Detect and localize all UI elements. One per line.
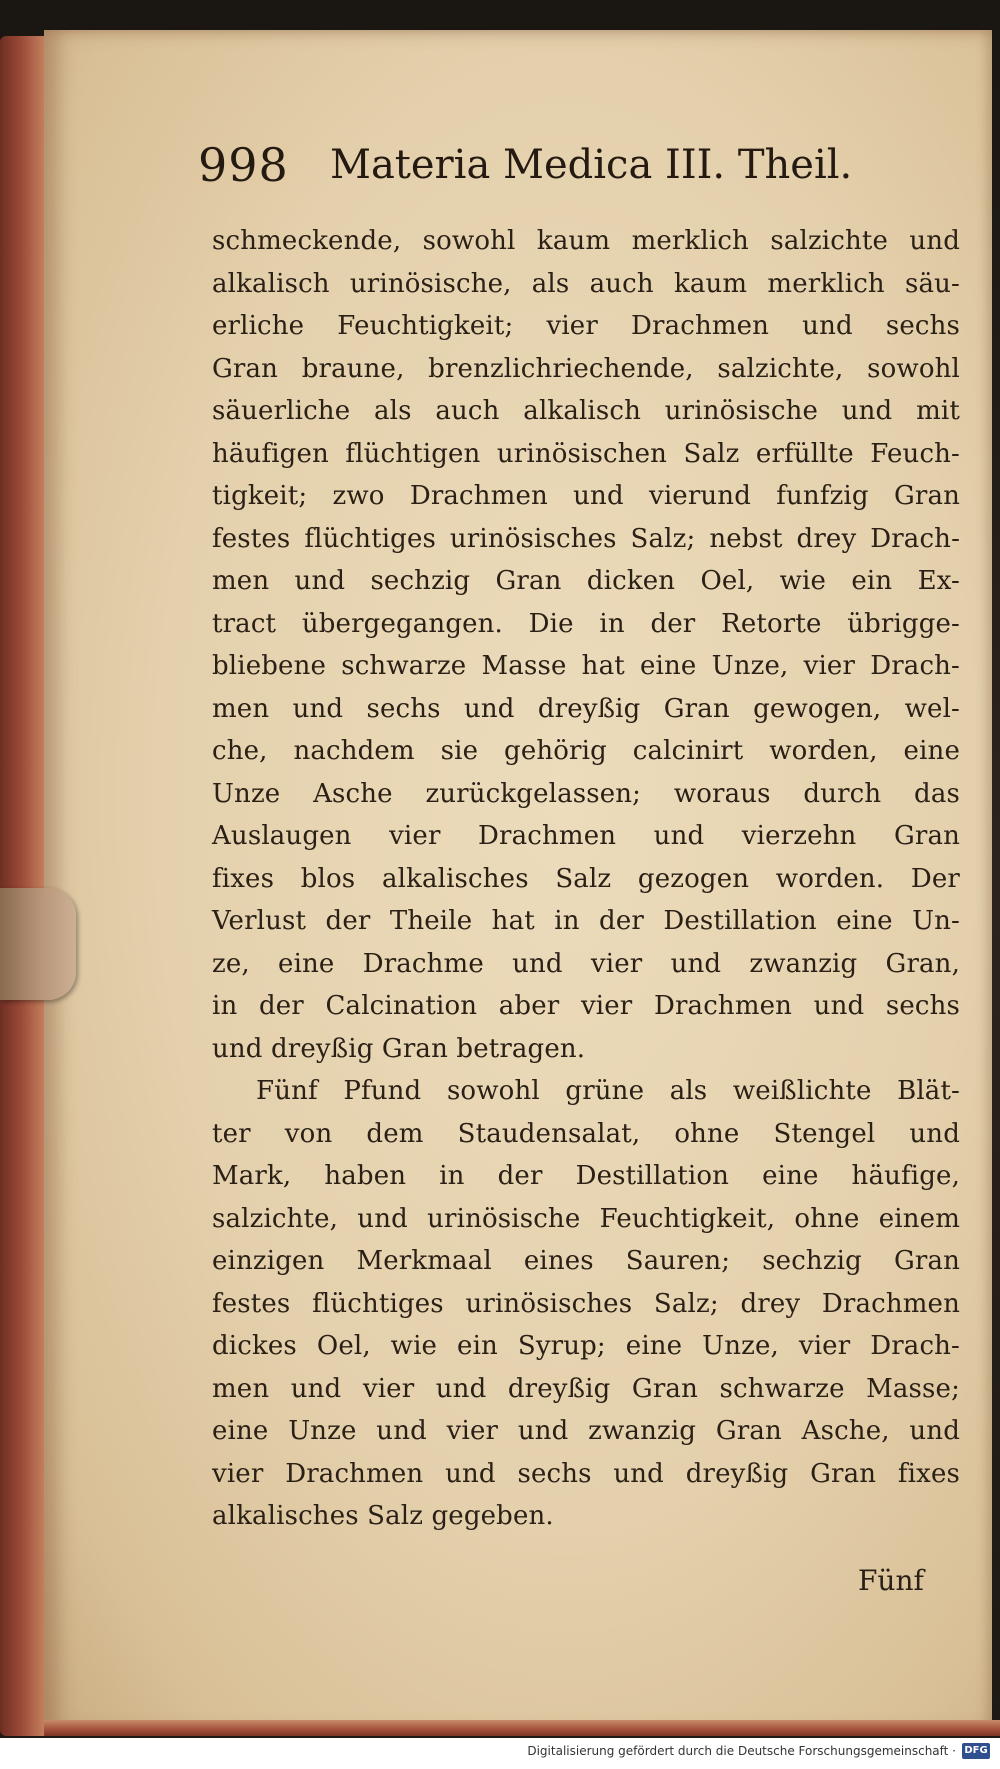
- text-line: ze, eine Drachme und vier und zwanzig Gran,: [212, 948, 960, 979]
- text-line: Gran braune, brenzlichriechende, salzichte, sowohl: [212, 353, 960, 384]
- text-line: tigkeit; zwo Drachmen und vierund funfzig Gran: [212, 481, 960, 511]
- text-line: häufigen flüchtigen urinösischen Salz erfüllte Feuch-: [212, 438, 960, 469]
- text-line: alkalisch urinösische, als auch kaum merklich säu-: [212, 268, 960, 299]
- text-line: vier Drachmen und sechs und dreyßig Gran fixes: [212, 1458, 960, 1489]
- page-bottom-edge: [44, 1720, 1000, 1736]
- text-line: fixes blos alkalisches Salz gezogen worden. Der: [212, 863, 960, 894]
- running-head: Materia Medica III. Theil.: [330, 142, 853, 188]
- text-line: bliebene schwarze Masse hat eine Unze, vier Drach-: [212, 651, 960, 681]
- text-line: men und vier und dreyßig Gran schwarze Masse;: [212, 1373, 960, 1404]
- text-line: Verlust der Theile hat in der Destillation eine Un-: [212, 906, 960, 936]
- text-line: tract übergegangen. Die in der Retorte übrigge-: [212, 608, 960, 639]
- page-header: [198, 138, 853, 208]
- paragraph-2: [212, 1070, 960, 1538]
- text-line: Fünf Pfund sowohl grüne als weißlichte Blät-: [256, 1076, 960, 1106]
- text-line: men und sechs und dreyßig Gran gewogen, wel-: [212, 693, 960, 724]
- text-line: dickes Oel, wie ein Syrup; eine Unze, vier Drach-: [212, 1331, 960, 1361]
- text-line: einzigen Merkmaal eines Sauren; sechzig Gran: [212, 1246, 960, 1276]
- text-line: ter von dem Staudensalat, ohne Stengel und: [212, 1118, 960, 1149]
- text-line: men und sechzig Gran dicken Oel, wie ein Ex-: [212, 566, 960, 596]
- text-line: erliche Feuchtigkeit; vier Drachmen und sechs: [212, 311, 960, 341]
- text-line: alkalisches Salz gegeben.: [212, 1501, 554, 1531]
- dfg-logo: DFG: [962, 1743, 990, 1759]
- text-line: und dreyßig Gran betragen.: [212, 1033, 586, 1064]
- text-line: Unze Asche zurückgelassen; woraus durch das: [212, 778, 960, 809]
- digitization-footer: [0, 1738, 1000, 1769]
- text-line: che, nachdem sie gehörig calcinirt worden, eine: [212, 736, 960, 766]
- bookmark-tab: [0, 888, 76, 1000]
- text-line: eine Unze und vier und zwanzig Gran Asche, und: [212, 1416, 960, 1446]
- footer-credit: Digitalisierung gefördert durch die Deutsche Forschungsgemeinschaft ·: [527, 1744, 956, 1758]
- text-line: in der Calcination aber vier Drachmen und sechs: [212, 991, 960, 1021]
- catchword: Fünf: [858, 1564, 924, 1597]
- text-line: Mark, haben in der Destillation eine häufige,: [212, 1161, 960, 1191]
- text-line: festes flüchtiges urinösisches Salz; drey Drachmen: [212, 1288, 960, 1319]
- text-line: salzichte, und urinösische Feuchtigkeit, ohne einem: [212, 1203, 960, 1234]
- text-line: säuerliche als auch alkalisch urinösische und mit: [212, 396, 960, 426]
- text-line: Auslaugen vier Drachmen und vierzehn Gran: [212, 821, 960, 851]
- paragraph-1: [212, 220, 960, 1070]
- body-text: [212, 220, 960, 1538]
- text-line: schmeckende, sowohl kaum merklich salzichte und: [212, 226, 960, 256]
- text-line: festes flüchtiges urinösisches Salz; nebst drey Drach-: [212, 523, 960, 554]
- page-number: 998: [198, 138, 289, 192]
